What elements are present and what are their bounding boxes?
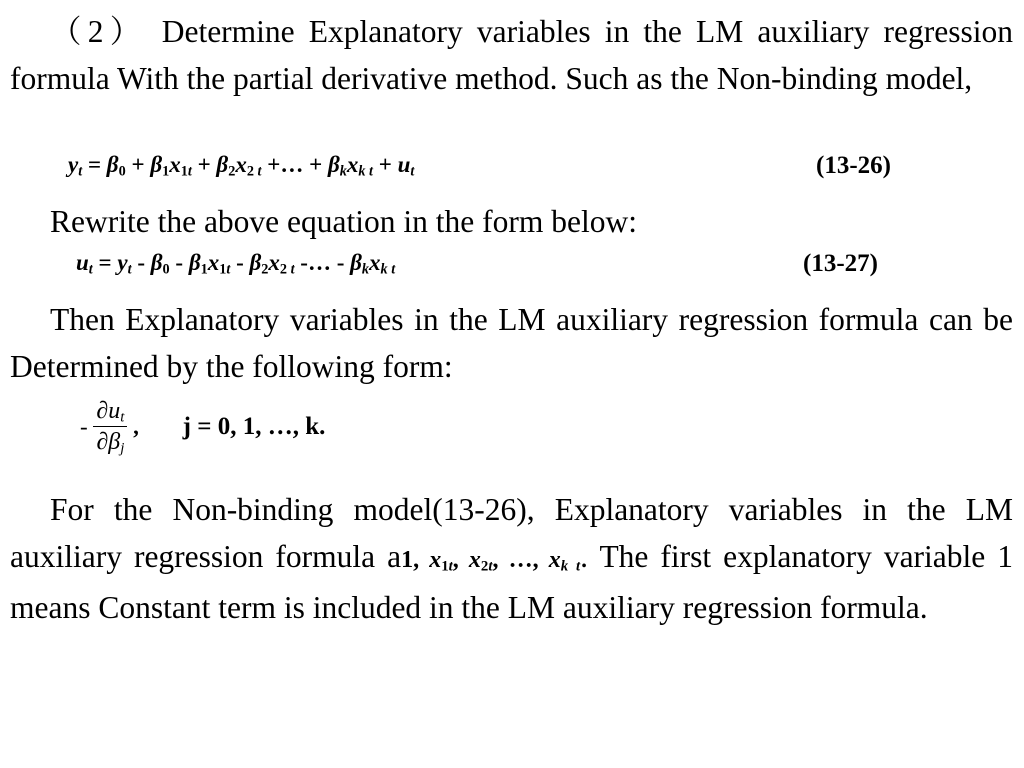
equation-partial-derivative: - $\frac{\partial u_t}{\partial\beta_j}$ , j = 0, 1, …, k. [80, 398, 326, 457]
paragraph-intro: （2） Determine Explanatory variables in the LM auxiliary regression formula With the partial derivative method. Such as the Non-binding model, [10, 14, 1013, 96]
paragraph-then: Then Explanatory variables in the LM auxiliary regression formula can be Determined by the following form: [10, 302, 1013, 384]
index-range: j = 0, 1, …, k. [182, 413, 326, 440]
paragraph-rewrite: Rewrite the above equation in the form below: [50, 204, 637, 239]
paragraph-conclusion: For the Non-binding model(13-26), Explanatory variables in the LM auxiliary regression formula a1, $x_{1t}$, $x_{2t}$, …, $x_{k t}$. The first explanatory variable 1 means Constant term is included in the LM auxiliary regression formula. [10, 492, 1013, 625]
partial-derivative-fraction: $\frac{\partial u_t}{\partial\beta_j}$ [93, 398, 127, 456]
equation-number-13-27: (13-27) [803, 250, 878, 277]
equation-number-13-26: (13-26) [816, 152, 891, 179]
explanatory-variable-list: 1, $x_{1t}$, $x_{2t}$, …, $x_{k t}$ [401, 547, 581, 575]
equation-13-27: $u_t = y_t - \beta_0 - \beta_1x_{1t} - \beta_2x_{2 t}$ -… - $\beta_kx_{k t}$ [76, 250, 396, 278]
equation-13-26: $y_t = \beta_0 + \beta_1x_{1t} + \beta_2x_{2 t}$ +… + $\beta_kx_{k t} + u_t$ [68, 152, 415, 180]
